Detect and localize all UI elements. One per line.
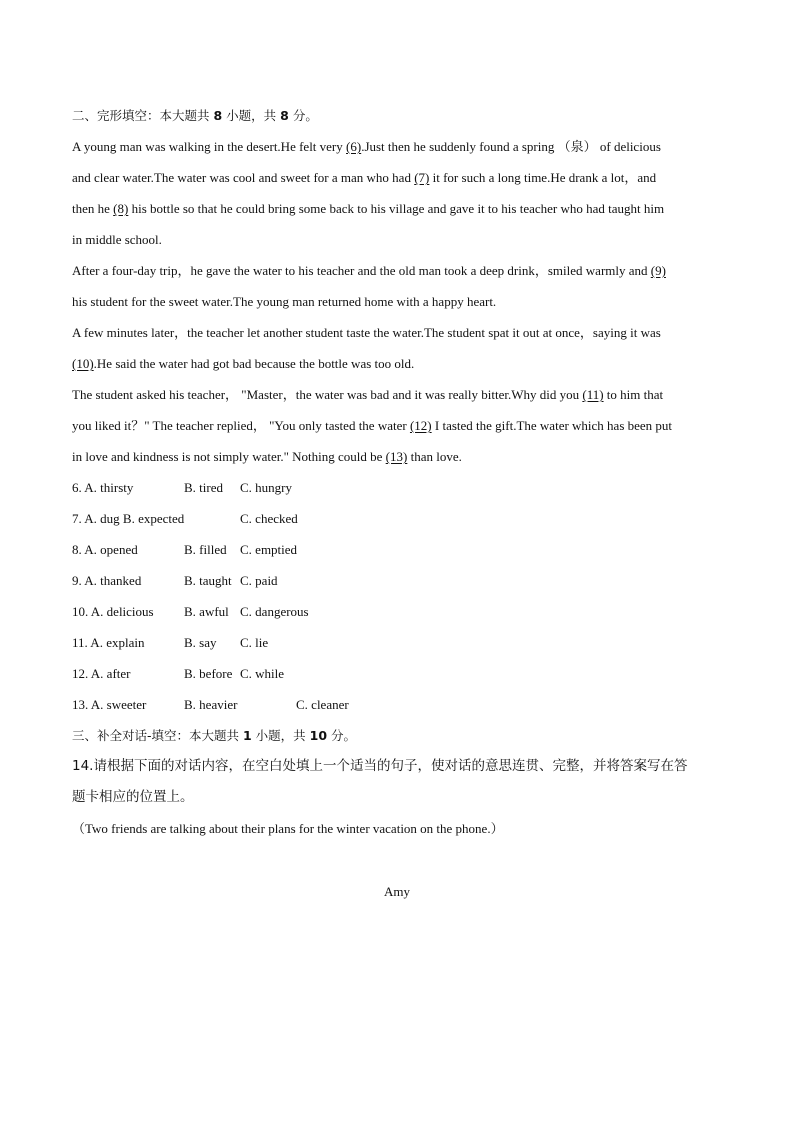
passage-line: then he (8) his bottle so that he could bring some back to his village and gave it to his teacher who had taught him <box>72 201 665 216</box>
blank-11: (11) <box>582 387 604 402</box>
dialogue-speaker: Amy <box>384 884 410 899</box>
option-row-13: 13. A. sweeter B. heavier C. cleaner <box>72 697 349 712</box>
section-3-heading: 三、补全对话-填空：本大题共 1 小题，共 10 分。 <box>72 728 357 743</box>
option-row-9: 9. A. thanked B. taught C. paid <box>72 573 278 588</box>
passage-line: After a four-day trip，he gave the water to his teacher and the old man took a deep drink，smiled warmly and (9) <box>72 263 666 278</box>
dialogue-context-note: （Two friends are talking about their plans for the winter vacation on the phone.） <box>72 821 504 836</box>
blank-6: (6) <box>346 139 362 154</box>
passage-line: in middle school. <box>72 232 162 247</box>
option-row-7: 7. A. dug B. expected C. checked <box>72 511 298 526</box>
option-row-12: 12. A. after B. before C. while <box>72 666 285 681</box>
passage-line: A few minutes later，the teacher let another student taste the water.The student spat it out at once，saying it was <box>72 325 661 340</box>
passage-line: his student for the sweet water.The young man returned home with a happy heart. <box>72 294 497 309</box>
passage-line: in love and kindness is not simply water." Nothing could be (13) than love. <box>72 449 462 464</box>
blank-9: (9) <box>650 263 666 278</box>
passage-line: (10).He said the water had got bad because the bottle was too old. <box>72 356 415 371</box>
blank-12: (12) <box>409 418 432 433</box>
option-row-8: 8. A. opened B. filled C. emptied <box>72 542 298 557</box>
question-14-instruction: 14.请根据下面的对话内容，在空白处填上一个适当的句子，使对话的意思连贯、完整，并将答案写在答 <box>72 758 688 774</box>
passage-line: The student asked his teacher， "Master，the water was bad and it was really bitter.Why did you (11) to him that <box>72 387 664 402</box>
option-row-10: 10. A. delicious B. awful C. dangerous <box>72 604 309 619</box>
passage-line: A young man was walking in the desert.He felt very (6).Just then he suddenly found a spring （泉） of delicious <box>72 139 661 154</box>
section-2-heading: 二、完形填空：本大题共 8 小题，共 8 分。 <box>72 108 318 123</box>
passage-line: and clear water.The water was cool and sweet for a man who had (7) it for such a long time.He drank a lot，and <box>72 170 657 185</box>
cloze-passage <box>72 131 722 472</box>
question-14-instruction-cont: 题卡相应的位置上。 <box>72 789 194 805</box>
passage-line: you liked it？" The teacher replied， "You only tasted the water (12) I tasted the gift.The water which has been put <box>72 418 673 433</box>
answer-options <box>72 472 722 720</box>
blank-10: (10) <box>72 356 94 371</box>
blank-13: (13) <box>385 449 408 464</box>
option-row-6: 6. A. thirsty B. tired C. hungry <box>72 480 292 495</box>
blank-8: (8) <box>113 201 129 216</box>
blank-7: (7) <box>414 170 430 185</box>
exam-page <box>72 100 722 904</box>
option-row-11: 11. A. explain B. say C. lie <box>72 635 269 650</box>
